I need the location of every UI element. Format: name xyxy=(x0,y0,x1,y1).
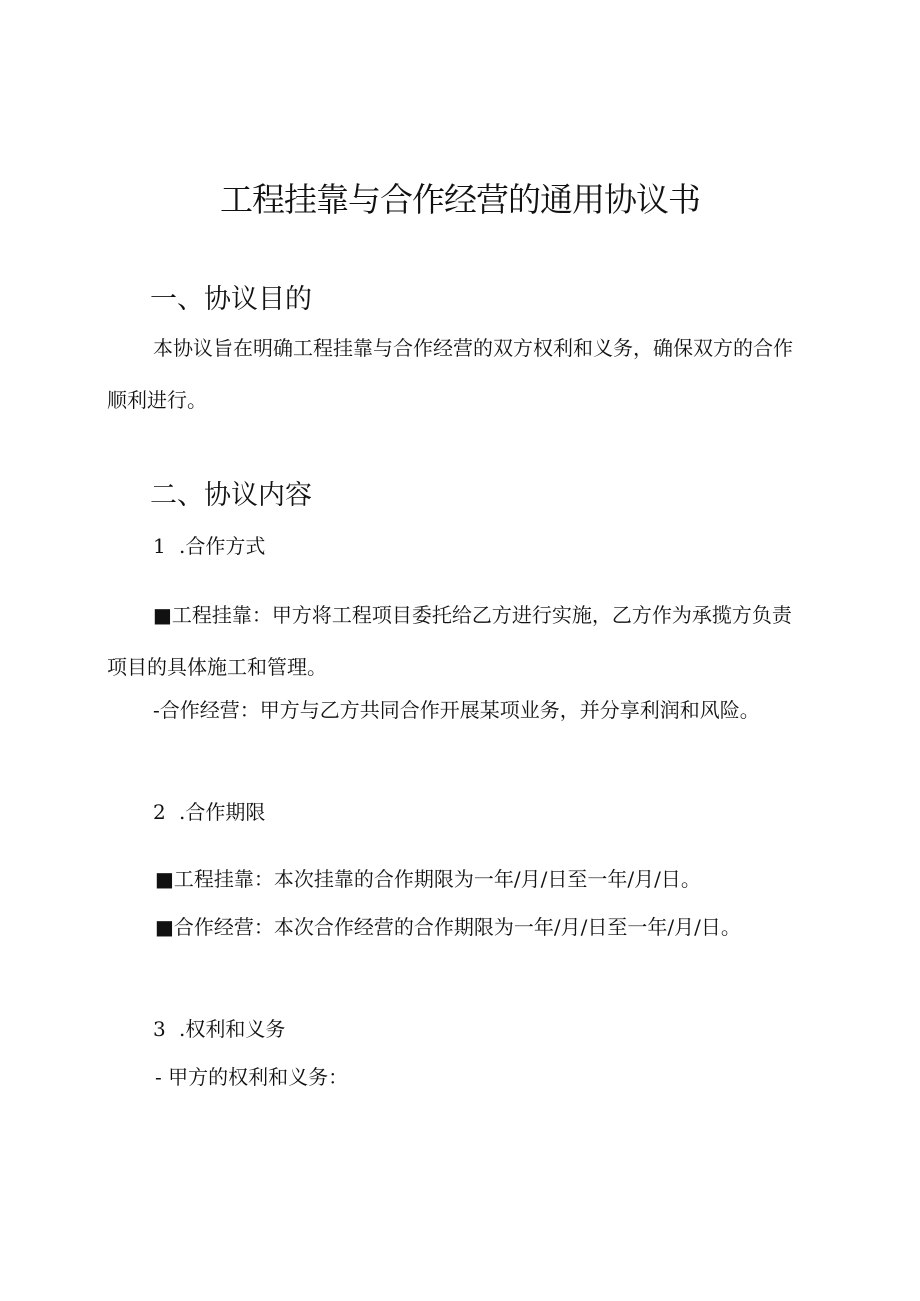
item-1-bullet-1: ■工程挂靠：甲方将工程项目委托给乙方进行实施，乙方作为承揽方负责项目的具体施工和管理。 xyxy=(107,603,792,679)
section-1-paragraph: 本协议旨在明确工程挂靠与合作经营的双方权利和义务，确保双方的合作顺利进行。 xyxy=(107,336,793,412)
item-1-title xyxy=(153,531,265,561)
section-1-heading: 一、协议目的 xyxy=(150,284,312,315)
item-2-label: .合作期限 xyxy=(179,800,266,824)
item-2-title xyxy=(153,797,265,827)
item-2-number: 2 xyxy=(153,800,166,824)
item-3-sub-1: - 甲方的权利和义务： xyxy=(155,1065,349,1089)
item-2-bullet-2: ■合作经营：本次合作经营的合作期限为一年/月/日至一年/月/日。 xyxy=(155,915,741,939)
item-1-label: .合作方式 xyxy=(179,534,266,558)
section-2-heading: 二、协议内容 xyxy=(150,480,312,511)
item-3-label: .权利和义务 xyxy=(179,1017,286,1041)
item-2-bullet-1: ■工程挂靠：本次挂靠的合作期限为一年/月/日至一年/月/日。 xyxy=(155,867,701,891)
item-1-number: 1 xyxy=(153,534,166,558)
item-3-title xyxy=(153,1014,285,1044)
item-1-bullet-2: -合作经营：甲方与乙方共同合作开展某项业务，并分享利润和风险。 xyxy=(153,698,760,722)
item-3-number: 3 xyxy=(153,1017,166,1041)
document-title: 工程挂靠与合作经营的通用协议书 xyxy=(220,180,700,219)
